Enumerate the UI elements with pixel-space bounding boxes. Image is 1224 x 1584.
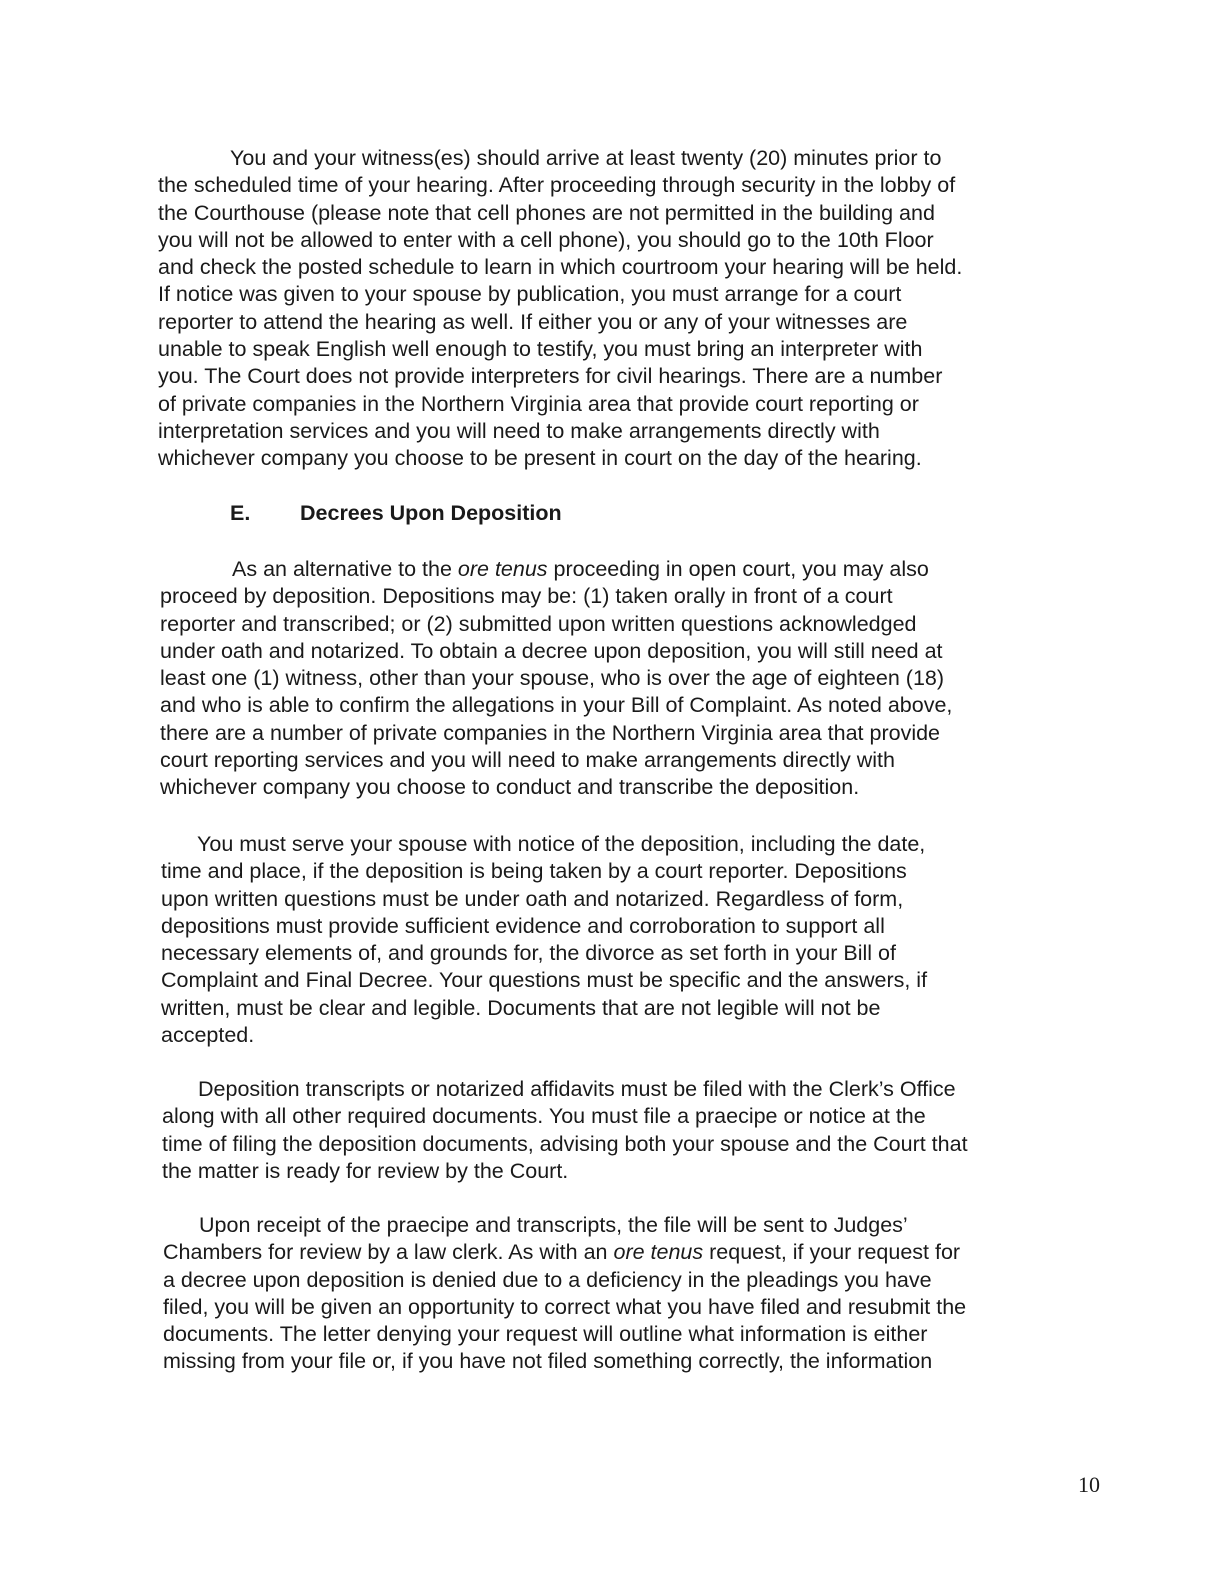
section-letter: E. bbox=[230, 501, 251, 525]
text-line: the matter is ready for review by the Court. bbox=[162, 1158, 569, 1183]
text-line: necessary elements of, and grounds for, the divorce as set forth in your Bill of bbox=[161, 941, 896, 966]
text-line: the scheduled time of your hearing. After proceeding through security in the lobby of bbox=[158, 173, 956, 198]
text-line: unable to speak English well enough to testify, you must bring an interpreter with bbox=[158, 337, 923, 362]
text-line: and check the posted schedule to learn in which courtroom your hearing will be held. bbox=[158, 255, 963, 280]
text-line: Upon receipt of the praecipe and transcripts, the file will be sent to Judges’ bbox=[199, 1213, 908, 1237]
paragraph-review-chambers bbox=[163, 1212, 966, 1376]
text-line bbox=[163, 1239, 966, 1266]
text-line: court reporting services and you will need to make arrangements directly with bbox=[160, 748, 895, 773]
italic-term: ore tenus bbox=[457, 557, 548, 581]
text-line: You must serve your spouse with notice of the deposition, including the date, bbox=[197, 832, 926, 856]
text-line: least one (1) witness, other than your spouse, who is over the age of eighteen (18) bbox=[160, 666, 945, 691]
text-line: along with all other required documents. You must file a praecipe or notice at the bbox=[162, 1104, 926, 1129]
text-run: proceeding in open court, you may also bbox=[547, 557, 929, 581]
text-line: time of filing the deposition documents, advising both your spouse and the Court that bbox=[162, 1131, 968, 1156]
text-line: Deposition transcripts or notarized affidavits must be filed with the Clerk’s Office bbox=[198, 1077, 956, 1101]
text-line: upon written questions must be under oath and notarized. Regardless of form, bbox=[161, 886, 904, 911]
paragraph-deposition-alternative bbox=[160, 556, 952, 802]
text-line: you will not be allowed to enter with a cell phone), you should go to the 10th Floor bbox=[158, 227, 934, 252]
text-line: time and place, if the deposition is being taken by a court reporter. Depositions bbox=[161, 859, 907, 884]
text-line: accepted. bbox=[161, 1023, 255, 1048]
text-line: a decree upon deposition is denied due to a deficiency in the pleadings you have bbox=[163, 1267, 932, 1292]
italic-term: ore tenus bbox=[613, 1240, 704, 1265]
text-line: depositions must provide sufficient evidence and corroboration to support all bbox=[161, 913, 885, 938]
page-number: 10 bbox=[1078, 1472, 1100, 1497]
text-line: You and your witness(es) should arrive at least twenty (20) minutes prior to bbox=[230, 146, 942, 170]
text-line: reporter and transcribed; or (2) submitted upon written questions acknowledged bbox=[160, 611, 917, 636]
text-line: If notice was given to your spouse by publication, you must arrange for a court bbox=[158, 282, 902, 307]
text-line: interpretation services and you will need to make arrangements directly with bbox=[158, 418, 880, 443]
text-run: Chambers for review by a law clerk. As with an bbox=[163, 1240, 614, 1265]
text-line: proceed by deposition. Depositions may be: (1) taken orally in front of a court bbox=[160, 584, 893, 609]
paragraph-filing-transcripts bbox=[162, 1076, 968, 1185]
text-line: missing from your file or, if you have not filed something correctly, the information bbox=[163, 1349, 933, 1374]
text-line: the Courthouse (please note that cell phones are not permitted in the building and bbox=[158, 200, 935, 225]
text-line: documents. The letter denying your request will outline what information is either bbox=[163, 1322, 928, 1347]
text-line: and who is able to confirm the allegations in your Bill of Complaint. As noted above, bbox=[160, 693, 953, 718]
text-line: under oath and notarized. To obtain a decree upon deposition, you will still need at bbox=[160, 638, 943, 663]
paragraph-serve-notice bbox=[161, 831, 927, 1049]
text-line bbox=[160, 556, 952, 583]
section-title: Decrees Upon Deposition bbox=[300, 501, 562, 525]
paragraph-hearing-arrival bbox=[158, 145, 962, 473]
text-line: whichever company you choose to be present in court on the day of the hearing. bbox=[158, 446, 922, 471]
text-run: As an alternative to the bbox=[232, 557, 458, 581]
text-run: request, if your request for bbox=[703, 1240, 961, 1265]
section-heading bbox=[230, 500, 562, 527]
text-line: whichever company you choose to conduct and transcribe the deposition. bbox=[160, 775, 860, 800]
text-line: there are a number of private companies in the Northern Virginia area that provide bbox=[160, 720, 941, 745]
text-line: of private companies in the Northern Virginia area that provide court reporting or bbox=[158, 391, 919, 416]
text-line: written, must be clear and legible. Documents that are not legible will not be bbox=[161, 995, 881, 1020]
text-line: you. The Court does not provide interpreters for civil hearings. There are a number bbox=[158, 364, 943, 389]
text-line: filed, you will be given an opportunity to correct what you have filed and resubmit the bbox=[163, 1294, 967, 1319]
text-line: Complaint and Final Decree. Your questions must be specific and the answers, if bbox=[161, 968, 928, 993]
text-line: reporter to attend the hearing as well. If either you or any of your witnesses are bbox=[158, 309, 908, 334]
